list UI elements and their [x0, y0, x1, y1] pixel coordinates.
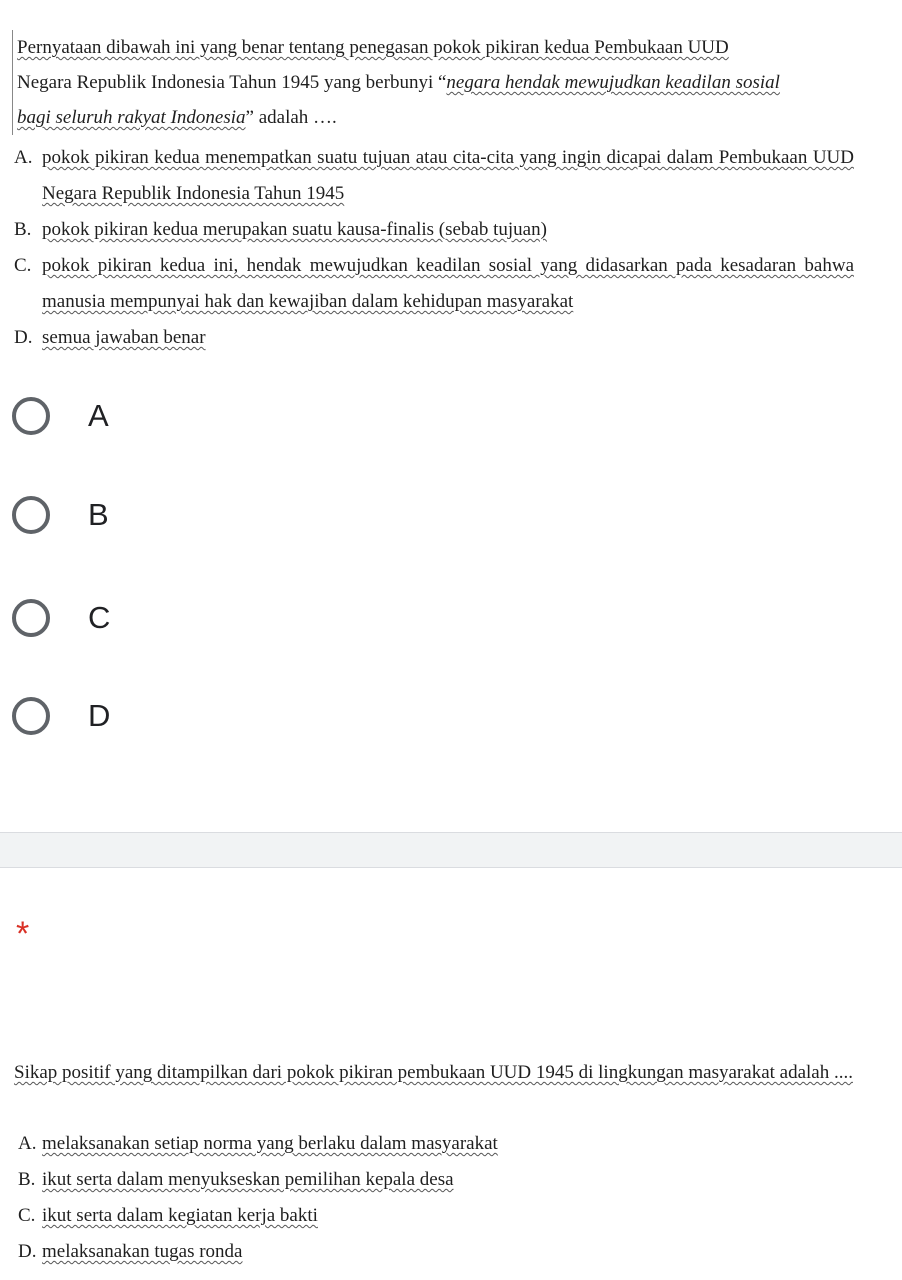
radio-button[interactable] [12, 496, 50, 534]
radio-label: D [88, 698, 111, 733]
radio-choice-d[interactable] [12, 691, 110, 741]
question1-option-d: D. semua jawaban benar [14, 327, 206, 348]
question1-option-c: C. pokok pikiran kedua ini, hendak mewujudkan keadilan sosial yang didasarkan pada kesadaran bahwa manusia mempunyai hak dan kewajiban dalam kehidupan masyarakat [14, 255, 854, 312]
question1-stem [12, 30, 853, 135]
question2-option-c: C. ikut serta dalam kegiatan kerja bakti [18, 1205, 318, 1226]
radio-button[interactable] [12, 599, 50, 637]
radio-choice-b[interactable] [12, 490, 109, 540]
radio-label: C [88, 600, 111, 635]
question1-stem-line2: Negara Republik Indonesia Tahun 1945 yang berbunyi “negara hendak mewujudkan keadilan sosial [17, 72, 780, 93]
question1-stem-line1: Pernyataan dibawah ini yang benar tentang penegasan pokok pikiran kedua Pembukaan UUD [17, 37, 729, 58]
question2-option-list [18, 1126, 848, 1270]
radio-button[interactable] [12, 697, 50, 735]
radio-choice-a[interactable] [12, 391, 109, 441]
radio-label: A [88, 398, 109, 433]
question1-option-list [14, 140, 854, 356]
radio-label: B [88, 497, 109, 532]
radio-button[interactable] [12, 397, 50, 435]
radio-choice-c[interactable] [12, 593, 110, 643]
question2-option-b: B. ikut serta dalam menyukseskan pemilihan kepala desa [18, 1169, 454, 1190]
question2-stem: Sikap positif yang ditampilkan dari pokok pikiran pembukaan UUD 1945 di lingkungan masyarakat adalah .... [14, 1062, 853, 1083]
section-divider [0, 832, 902, 868]
required-asterisk: * [16, 915, 30, 953]
question2-option-a: A. melaksanakan setiap norma yang berlaku dalam masyarakat [18, 1133, 498, 1154]
question1-option-a: A. pokok pikiran kedua menempatkan suatu tujuan atau cita-cita yang ingin dicapai dalam Pembukaan UUD Negara Republik Indonesia Tahun 1945 [14, 147, 854, 204]
question2-option-d: D. melaksanakan tugas ronda [18, 1241, 243, 1262]
question1-option-b: B. pokok pikiran kedua merupakan suatu kausa-finalis (sebab tujuan) [14, 219, 547, 240]
question1-stem-line3: bagi seluruh rakyat Indonesia” adalah …. [17, 107, 337, 128]
